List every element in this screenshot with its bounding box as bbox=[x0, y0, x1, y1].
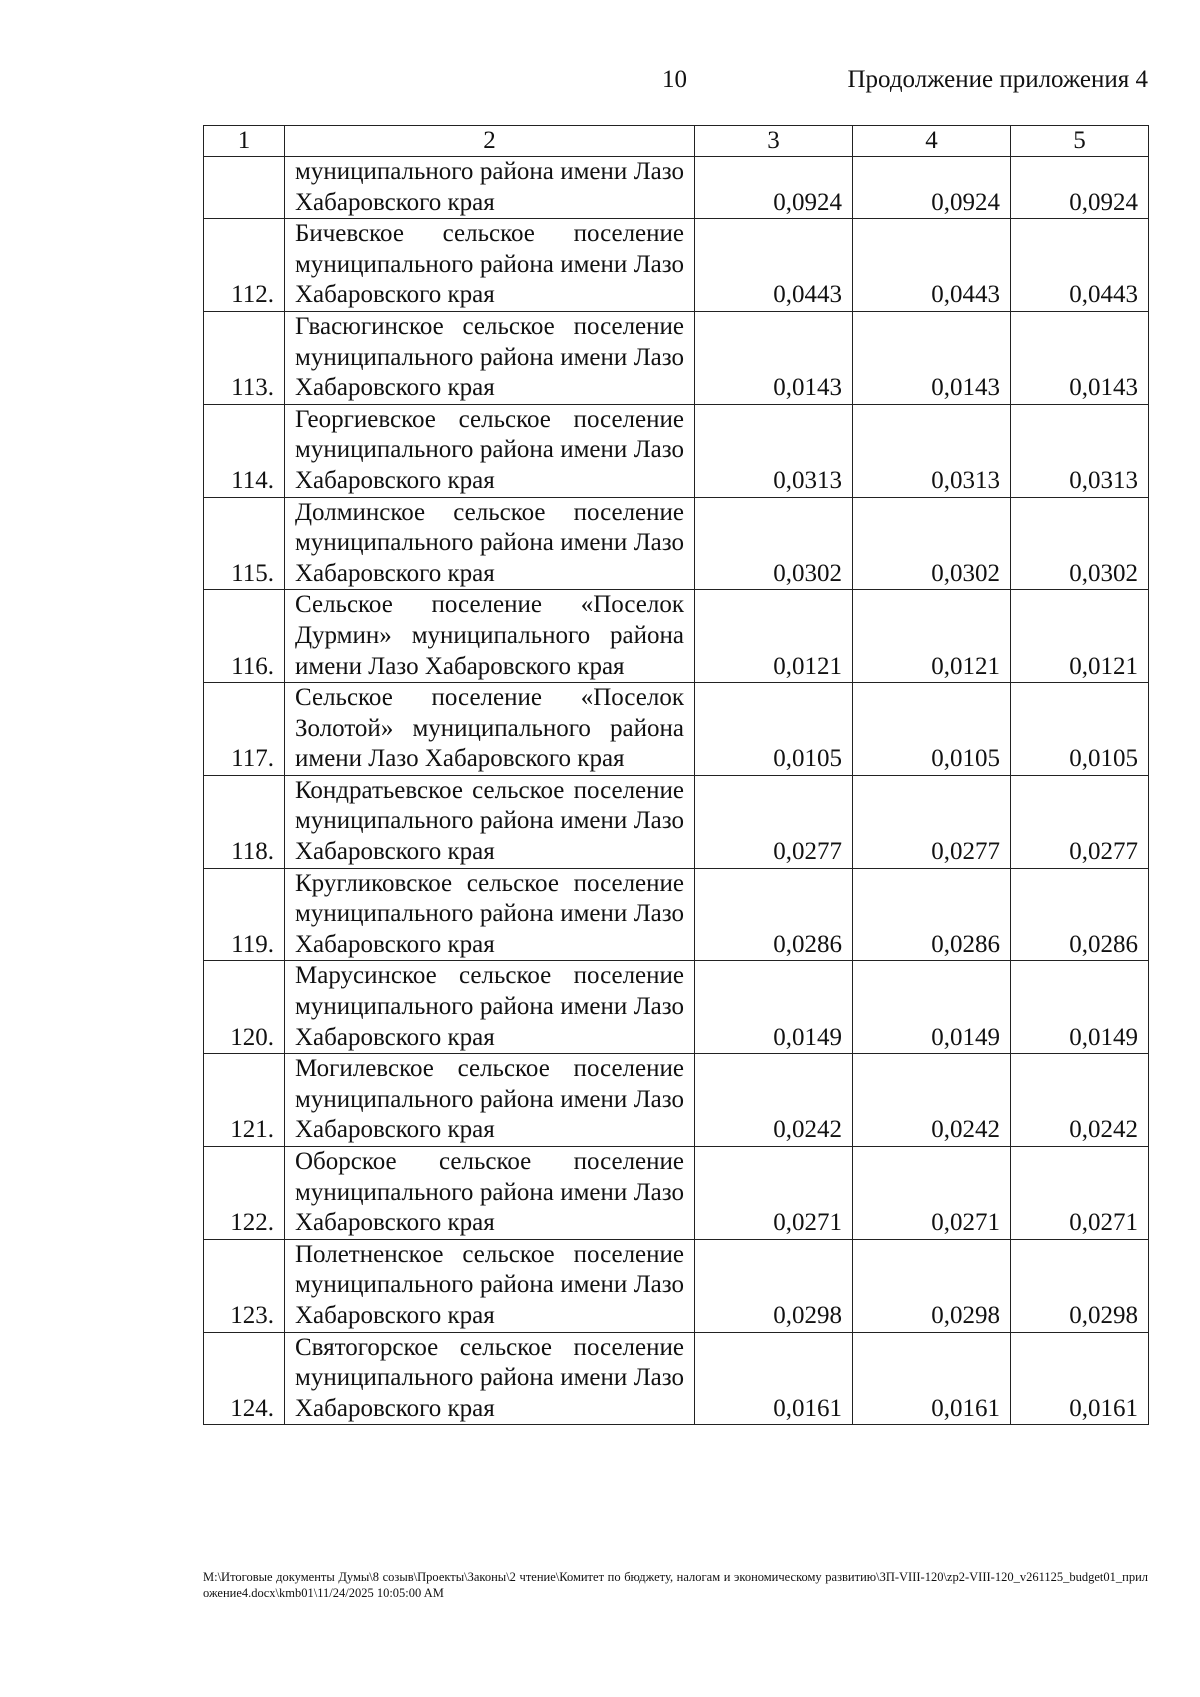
value-cell-col4: 0,0302 bbox=[853, 497, 1011, 590]
value-cell-col3: 0,0161 bbox=[695, 1332, 853, 1425]
settlement-name-cell: Полетненское сельское поселение муниципального района имени Лазо Хабаровского края bbox=[285, 1239, 695, 1332]
table-row bbox=[204, 1054, 1149, 1147]
row-number-cell: 122. bbox=[204, 1147, 285, 1240]
value-cell-col4: 0,0105 bbox=[853, 683, 1011, 776]
row-number-cell: 115. bbox=[204, 497, 285, 590]
table-row bbox=[204, 404, 1149, 497]
value-cell-col3: 0,0286 bbox=[695, 868, 853, 961]
value-cell-col4: 0,0242 bbox=[853, 1054, 1011, 1147]
value-cell-col5: 0,0286 bbox=[1011, 868, 1149, 961]
table-row bbox=[204, 311, 1149, 404]
row-number-cell: 117. bbox=[204, 683, 285, 776]
column-header-5: 5 bbox=[1011, 126, 1149, 157]
table-row bbox=[204, 590, 1149, 683]
value-cell-col5: 0,0105 bbox=[1011, 683, 1149, 776]
value-cell-col4: 0,0277 bbox=[853, 775, 1011, 868]
table-row bbox=[204, 1332, 1149, 1425]
value-cell-col3: 0,0443 bbox=[695, 219, 853, 312]
row-number-cell: 121. bbox=[204, 1054, 285, 1147]
row-number-cell: 112. bbox=[204, 219, 285, 312]
column-header-1: 1 bbox=[204, 126, 285, 157]
row-number-cell: 119. bbox=[204, 868, 285, 961]
column-header-3: 3 bbox=[695, 126, 853, 157]
table-row bbox=[204, 1147, 1149, 1240]
page-number: 10 bbox=[662, 66, 687, 93]
file-path-footer: M:\Итоговые документы Думы\8 созыв\Проекты\Законы\2 чтение\Комитет по бюджету, налогам и экономическому развитию\ЗП-VIII-120\zp2-VIII-120_v261125_budget01_приложение4.docx\kmb01\11/24/2025 10:05:00 AM bbox=[203, 1570, 1148, 1600]
value-cell-col3: 0,0277 bbox=[695, 775, 853, 868]
table-row bbox=[204, 219, 1149, 312]
continuation-heading: Продолжение приложения 4 bbox=[847, 66, 1148, 93]
value-cell-col4: 0,0271 bbox=[853, 1147, 1011, 1240]
value-cell-col5: 0,0242 bbox=[1011, 1054, 1149, 1147]
settlement-name-cell: Кругликовское сельское поселение муниципального района имени Лазо Хабаровского края bbox=[285, 868, 695, 961]
value-cell-col5: 0,0298 bbox=[1011, 1239, 1149, 1332]
value-cell-col5: 0,0143 bbox=[1011, 311, 1149, 404]
value-cell-col3: 0,0271 bbox=[695, 1147, 853, 1240]
row-number-cell: 118. bbox=[204, 775, 285, 868]
settlement-name-cell: Бичевское сельское поселение муниципального района имени Лазо Хабаровского края bbox=[285, 219, 695, 312]
table-row bbox=[204, 683, 1149, 776]
settlement-name-cell: Оборское сельское поселение муниципального района имени Лазо Хабаровского края bbox=[285, 1147, 695, 1240]
row-number-cell: 123. bbox=[204, 1239, 285, 1332]
settlement-name-cell: Сельское поселение «Поселок Золотой» муниципального района имени Лазо Хабаровского края bbox=[285, 683, 695, 776]
budget-table bbox=[203, 125, 1149, 1425]
settlement-name-cell: Святогорское сельское поселение муниципального района имени Лазо Хабаровского края bbox=[285, 1332, 695, 1425]
value-cell-col4: 0,0924 bbox=[853, 157, 1011, 219]
value-cell-col5: 0,0161 bbox=[1011, 1332, 1149, 1425]
value-cell-col3: 0,0298 bbox=[695, 1239, 853, 1332]
table-row bbox=[204, 497, 1149, 590]
table-row bbox=[204, 157, 1149, 219]
settlement-name-cell: муниципального района имени Лазо Хабаровского края bbox=[285, 157, 695, 219]
value-cell-col4: 0,0149 bbox=[853, 961, 1011, 1054]
value-cell-col4: 0,0121 bbox=[853, 590, 1011, 683]
value-cell-col5: 0,0313 bbox=[1011, 404, 1149, 497]
table-row bbox=[204, 868, 1149, 961]
value-cell-col3: 0,0143 bbox=[695, 311, 853, 404]
value-cell-col3: 0,0105 bbox=[695, 683, 853, 776]
value-cell-col5: 0,0924 bbox=[1011, 157, 1149, 219]
settlement-name-cell: Марусинское сельское поселение муниципального района имени Лазо Хабаровского края bbox=[285, 961, 695, 1054]
row-number-cell: 116. bbox=[204, 590, 285, 683]
row-number-cell: 124. bbox=[204, 1332, 285, 1425]
value-cell-col5: 0,0271 bbox=[1011, 1147, 1149, 1240]
row-number-cell: 114. bbox=[204, 404, 285, 497]
value-cell-col5: 0,0149 bbox=[1011, 961, 1149, 1054]
settlement-name-cell: Могилевское сельское поселение муниципального района имени Лазо Хабаровского края bbox=[285, 1054, 695, 1147]
row-number-cell bbox=[204, 157, 285, 219]
value-cell-col3: 0,0121 bbox=[695, 590, 853, 683]
value-cell-col3: 0,0924 bbox=[695, 157, 853, 219]
table-row bbox=[204, 1239, 1149, 1332]
value-cell-col4: 0,0313 bbox=[853, 404, 1011, 497]
value-cell-col3: 0,0149 bbox=[695, 961, 853, 1054]
value-cell-col5: 0,0302 bbox=[1011, 497, 1149, 590]
row-number-cell: 120. bbox=[204, 961, 285, 1054]
value-cell-col5: 0,0121 bbox=[1011, 590, 1149, 683]
value-cell-col4: 0,0443 bbox=[853, 219, 1011, 312]
settlement-name-cell: Долминское сельское поселение муниципального района имени Лазо Хабаровского края bbox=[285, 497, 695, 590]
value-cell-col4: 0,0286 bbox=[853, 868, 1011, 961]
settlement-name-cell: Гвасюгинское сельское поселение муниципального района имени Лазо Хабаровского края bbox=[285, 311, 695, 404]
value-cell-col3: 0,0242 bbox=[695, 1054, 853, 1147]
column-header-4: 4 bbox=[853, 126, 1011, 157]
table-body bbox=[204, 157, 1149, 1425]
value-cell-col5: 0,0277 bbox=[1011, 775, 1149, 868]
table-row bbox=[204, 775, 1149, 868]
row-number-cell: 113. bbox=[204, 311, 285, 404]
value-cell-col4: 0,0143 bbox=[853, 311, 1011, 404]
table-row bbox=[204, 961, 1149, 1054]
settlement-name-cell: Кондратьевское сельское поселение муниципального района имени Лазо Хабаровского края bbox=[285, 775, 695, 868]
column-header-2: 2 bbox=[285, 126, 695, 157]
table-header bbox=[204, 126, 1149, 157]
settlement-name-cell: Георгиевское сельское поселение муниципального района имени Лазо Хабаровского края bbox=[285, 404, 695, 497]
value-cell-col5: 0,0443 bbox=[1011, 219, 1149, 312]
header-row bbox=[204, 126, 1149, 157]
value-cell-col3: 0,0302 bbox=[695, 497, 853, 590]
value-cell-col3: 0,0313 bbox=[695, 404, 853, 497]
value-cell-col4: 0,0161 bbox=[853, 1332, 1011, 1425]
value-cell-col4: 0,0298 bbox=[853, 1239, 1011, 1332]
settlement-name-cell: Сельское поселение «Поселок Дурмин» муниципального района имени Лазо Хабаровского края bbox=[285, 590, 695, 683]
